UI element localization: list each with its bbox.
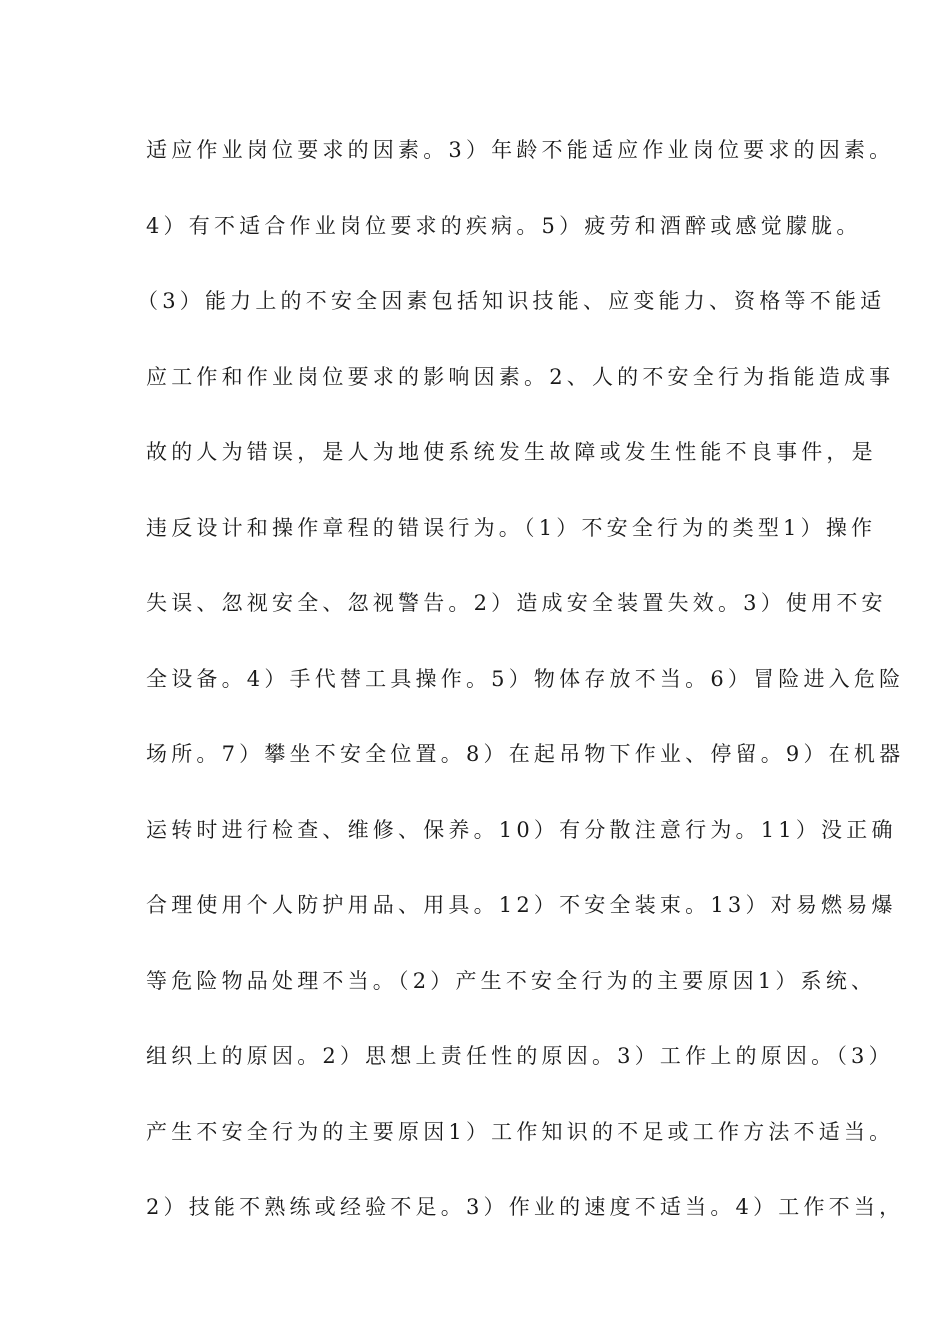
text-line-1: 适应作业岗位要求的因素。3）年龄不能适应作业岗位要求的因素。 xyxy=(146,138,895,162)
text-line-8: 全设备。4）手代替工具操作。5）物体存放不当。6）冒险进入危险 xyxy=(146,666,905,691)
text-line-12: 等危险物品处理不当。（2）产生不安全行为的主要原因1）系统、 xyxy=(146,968,877,993)
text-line-5: 故的人为错误，是人为地使系统发生故障或发生性能不良事件，是 xyxy=(146,440,877,464)
text-line-2: 4）有不适合作业岗位要求的疾病。5）疲劳和酒醉或感觉朦胧。 xyxy=(146,213,862,238)
text-line-11: 合理使用个人防护用品、用具。12）不安全装束。13）对易燃易爆 xyxy=(146,893,897,917)
text-line-7: 失误、忽视安全、忽视警告。2）造成安全装置失效。3）使用不安 xyxy=(146,591,887,615)
text-line-10: 运转时进行检查、维修、保养。10）有分散注意行为。11）没正确 xyxy=(146,817,897,842)
text-line-3: （3）能力上的不安全因素包括知识技能、应变能力、资格等不能适 xyxy=(137,289,886,313)
text-line-13: 组织上的原因。2）思想上责任性的原因。3）工作上的原因。（3） xyxy=(146,1044,894,1068)
text-line-15: 2）技能不熟练或经验不足。3）作业的速度不适当。4）工作不当， xyxy=(146,1195,905,1219)
text-line-4: 应工作和作业岗位要求的影响因素。2、人的不安全行为指能造成事 xyxy=(146,364,895,389)
text-line-9: 场所。7）攀坐不安全位置。8）在起吊物下作业、停留。9）在机器 xyxy=(146,742,905,766)
text-line-14: 产生不安全行为的主要原因1）工作知识的不足或工作方法不适当。 xyxy=(146,1119,895,1144)
text-line-6: 违反设计和操作章程的错误行为。（1）不安全行为的类型1）操作 xyxy=(146,515,877,540)
body-text xyxy=(137,128,905,1261)
